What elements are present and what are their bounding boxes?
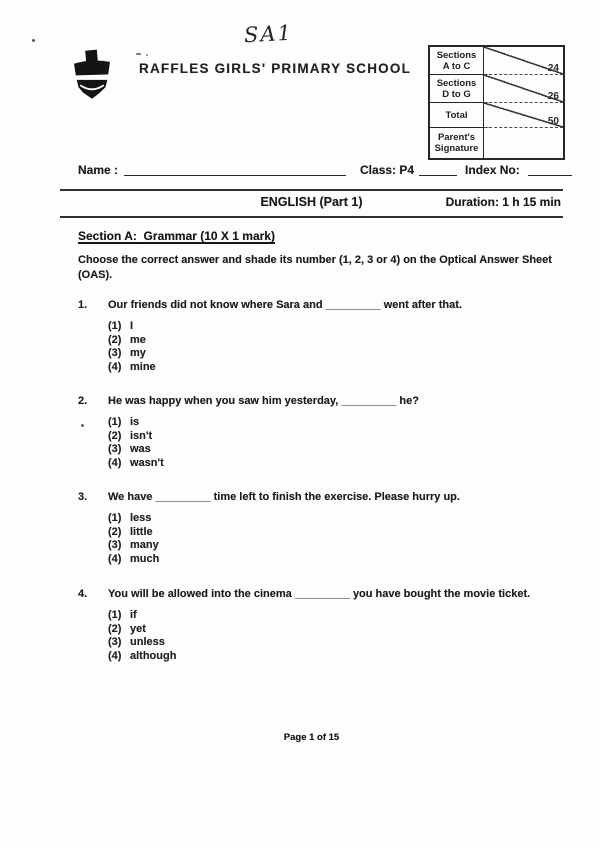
school-crest-icon [65, 45, 119, 113]
option-text: many [130, 539, 159, 551]
option-text: was [130, 443, 151, 455]
option-text: little [130, 525, 153, 538]
class-label: Class: P4 [360, 163, 415, 177]
scan-artifact-dash [136, 53, 141, 55]
marks-label-line: Sections [436, 77, 477, 89]
page-number-footer: Page 1 of 15 [283, 732, 340, 743]
option-1 [108, 416, 564, 430]
name-blank-line [124, 162, 346, 176]
section-a-instructions: Choose the correct answer and shade its number (1, 2, 3 or 4) on the Optical Answer Sheet (OAS). [78, 254, 552, 281]
marks-row-label [430, 47, 484, 75]
option-3 [108, 443, 564, 457]
question-2 [78, 395, 564, 470]
option-number: (1) [108, 512, 122, 524]
option-number: (3) [108, 347, 122, 359]
option-text: mine [130, 360, 156, 373]
marks-label-line: Sections [436, 49, 477, 61]
scan-artifact-dot [32, 39, 35, 42]
option-number: (1) [108, 609, 122, 621]
duration-label: Duration: 1 h 15 min [445, 195, 561, 209]
section-a-heading: Section A: Grammar (10 X 1 mark) [78, 229, 275, 243]
max-marks: 24 [547, 63, 559, 74]
option-2 [108, 334, 564, 348]
options-list [108, 512, 564, 566]
question-3 [78, 491, 564, 566]
option-text: I [130, 320, 134, 332]
option-2 [108, 430, 564, 444]
max-marks: 50 [547, 116, 559, 127]
option-1 [108, 609, 564, 623]
option-text: me [130, 333, 146, 346]
option-number: (4) [108, 552, 122, 565]
option-4 [108, 553, 564, 567]
marks-label-line: Total [445, 109, 468, 121]
option-number: (2) [108, 333, 122, 346]
option-number: (4) [108, 360, 122, 373]
index-no-blank-line [528, 162, 572, 176]
option-4 [108, 361, 564, 375]
question-text: You will be allowed into the cinema _________ you have bought the movie ticket. [108, 588, 531, 600]
options-list [108, 609, 564, 663]
option-2 [108, 526, 564, 540]
paper-title-band [60, 189, 563, 218]
question-number: 4. [78, 588, 88, 600]
option-text: yet [130, 622, 146, 635]
question-number: 3. [78, 491, 88, 503]
option-3 [108, 347, 564, 361]
option-text: wasn't [130, 456, 164, 469]
class-blank-line [419, 162, 457, 176]
option-text: unless [130, 636, 165, 648]
option-text: much [130, 552, 160, 565]
option-text: isn't [130, 429, 153, 442]
option-text: my [130, 347, 146, 359]
scan-artifact-dot [146, 54, 148, 56]
option-number: (1) [108, 416, 122, 428]
option-number: (2) [108, 622, 122, 635]
option-number: (2) [108, 525, 122, 538]
options-list [108, 320, 564, 374]
option-3 [108, 539, 564, 553]
marks-row-label [430, 103, 484, 128]
question-4 [78, 588, 564, 663]
marks-label-line: Parent's [437, 132, 476, 143]
question-text: We have _________ time left to finish the exercise. Please hurry up. [108, 491, 460, 503]
marks-table [428, 45, 565, 160]
student-info-row [78, 162, 562, 177]
option-number: (4) [108, 456, 122, 469]
option-number: (3) [108, 636, 122, 648]
marks-score-cell [484, 103, 563, 128]
question-number: 2. [78, 395, 88, 407]
option-2 [108, 623, 564, 637]
option-4 [108, 650, 564, 664]
index-no-label: Index No: [465, 163, 520, 177]
marks-score-cell [484, 75, 563, 103]
marks-label-line: D to G [442, 88, 471, 100]
options-list [108, 416, 564, 470]
school-name: RAFFLES GIRLS' PRIMARY SCHOOL [139, 61, 412, 76]
option-text: although [130, 649, 177, 662]
option-number: (4) [108, 649, 122, 662]
option-1 [108, 320, 564, 334]
option-text: if [130, 609, 137, 621]
option-number: (2) [108, 429, 122, 442]
marks-row-label [430, 75, 484, 103]
marks-label-line: Signature [434, 143, 479, 154]
max-marks: 26 [547, 91, 559, 102]
marks-score-cell [484, 47, 563, 75]
option-number: (3) [108, 443, 122, 455]
option-text: is [130, 416, 140, 428]
question-text: He was happy when you saw him yesterday, _________ he? [108, 395, 419, 407]
marks-row-label [430, 128, 484, 158]
paper-title: ENGLISH (Part 1) [260, 195, 363, 209]
parent-signature-cell [484, 128, 563, 158]
option-3 [108, 636, 564, 650]
option-4 [108, 457, 564, 471]
option-number: (1) [108, 320, 122, 332]
question-text: Our friends did not know where Sara and _________ went after that. [108, 299, 462, 311]
option-text: less [130, 512, 152, 524]
option-number: (3) [108, 539, 122, 551]
option-1 [108, 512, 564, 526]
name-label: Name : [78, 163, 119, 177]
handwritten-exam-code: SA1 [243, 20, 294, 48]
marks-label-line: A to C [442, 60, 471, 72]
question-number: 1. [78, 299, 88, 311]
question-1 [78, 299, 564, 374]
